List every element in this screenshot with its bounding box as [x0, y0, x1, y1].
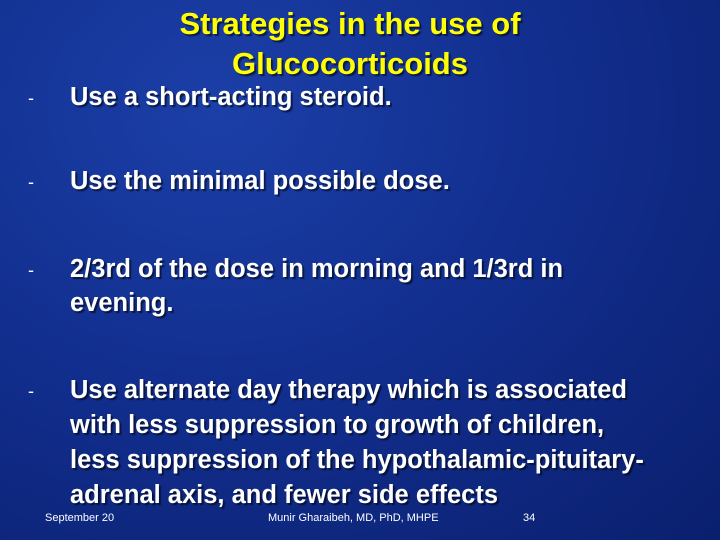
bullet-marker: - [28, 88, 34, 108]
slide-title: Strategies in the use of Glucocorticoids [179, 6, 521, 81]
footer-date: September 20 [45, 512, 115, 524]
bullet-marker: - [28, 172, 34, 192]
footer-page-number: 34 [523, 512, 536, 524]
bullet-item-1: Use a short-acting steroid. [70, 83, 392, 111]
bullet-item-3: 2/3rd of the dose in morning and 1/3rd in evening. [70, 255, 564, 317]
bullet-marker: - [28, 260, 34, 280]
footer-author: Munir Gharaibeh, MD, PhD, MHPE [268, 512, 439, 524]
bullet-item-2: Use the minimal possible dose. [70, 167, 450, 195]
bullet-item-4: Use alternate day therapy which is associated with less suppression to growth of children, less suppression of the hypothalamic-pituitary-adrenal axis, and fewer side effects [70, 376, 644, 509]
bullet-marker: - [28, 381, 34, 401]
